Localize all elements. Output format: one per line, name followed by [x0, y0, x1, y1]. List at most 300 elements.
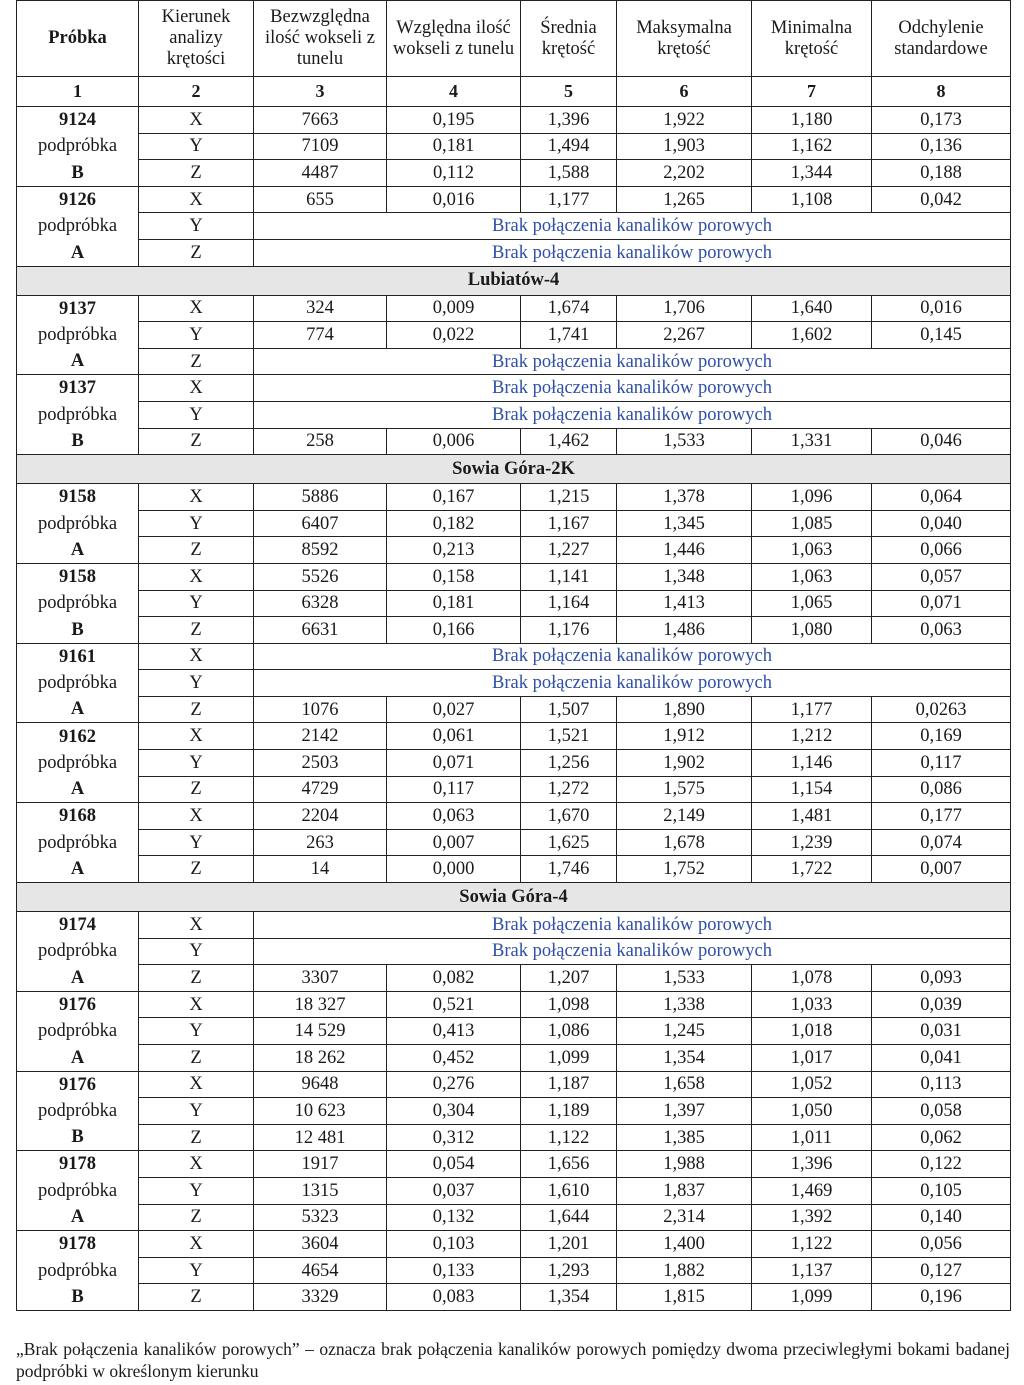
std-dev-cell: 0,039 [872, 991, 1011, 1018]
abs-voxels-cell: 258 [254, 428, 387, 455]
std-dev-cell: 0,145 [872, 322, 1011, 349]
std-dev-cell: 0,040 [872, 510, 1011, 537]
abs-voxels-cell: 4654 [254, 1257, 387, 1284]
column-number: 3 [254, 77, 387, 107]
mean-tortuosity-cell: 1,494 [521, 133, 617, 160]
direction-cell: Z [139, 348, 254, 375]
max-tortuosity-cell: 1,400 [617, 1231, 752, 1258]
min-tortuosity-cell: 1,344 [752, 160, 872, 187]
header-direction: Kierunek analizy krętości [139, 1, 254, 77]
direction-cell: Z [139, 1124, 254, 1151]
max-tortuosity-cell: 1,837 [617, 1177, 752, 1204]
sample-id: 9126 [17, 186, 139, 213]
table-row [17, 991, 1011, 1018]
std-dev-cell: 0,058 [872, 1098, 1011, 1125]
direction-cell: X [139, 186, 254, 213]
table-row [17, 856, 1011, 883]
subsample-letter: B [17, 1124, 139, 1151]
header-abs-voxels: Bezwzględna ilość wokseli z tunelu [254, 1, 387, 77]
std-dev-cell: 0,086 [872, 776, 1011, 803]
direction-cell: X [139, 295, 254, 322]
min-tortuosity-cell: 1,162 [752, 133, 872, 160]
table-row [17, 1257, 1011, 1284]
abs-voxels-cell: 6407 [254, 510, 387, 537]
mean-tortuosity-cell: 1,588 [521, 160, 617, 187]
mean-tortuosity-cell: 1,354 [521, 1284, 617, 1311]
min-tortuosity-cell: 1,085 [752, 510, 872, 537]
std-dev-cell: 0,136 [872, 133, 1011, 160]
rel-voxels-cell: 0,082 [387, 965, 521, 992]
max-tortuosity-cell: 1,678 [617, 829, 752, 856]
max-tortuosity-cell: 1,385 [617, 1124, 752, 1151]
table-row [17, 1124, 1011, 1151]
rel-voxels-cell: 0,167 [387, 484, 521, 511]
rel-voxels-cell: 0,452 [387, 1045, 521, 1072]
abs-voxels-cell: 5323 [254, 1204, 387, 1231]
std-dev-cell: 0,041 [872, 1045, 1011, 1072]
table-row [17, 696, 1011, 723]
table-row [17, 723, 1011, 750]
direction-cell: Z [139, 239, 254, 266]
table-row [17, 617, 1011, 644]
max-tortuosity-cell: 1,658 [617, 1071, 752, 1098]
rel-voxels-cell: 0,037 [387, 1177, 521, 1204]
max-tortuosity-cell: 2,267 [617, 322, 752, 349]
abs-voxels-cell: 3604 [254, 1231, 387, 1258]
rel-voxels-cell: 0,213 [387, 537, 521, 564]
abs-voxels-cell: 4729 [254, 776, 387, 803]
no-connection-note: Brak połączenia kanalików porowych [254, 348, 1011, 375]
table-row [17, 322, 1011, 349]
section-header-row [17, 883, 1011, 912]
min-tortuosity-cell: 1,050 [752, 1098, 872, 1125]
subsample-letter: A [17, 856, 139, 883]
min-tortuosity-cell: 1,096 [752, 484, 872, 511]
rel-voxels-cell: 0,158 [387, 563, 521, 590]
rel-voxels-cell: 0,117 [387, 776, 521, 803]
rel-voxels-cell: 0,000 [387, 856, 521, 883]
std-dev-cell: 0,173 [872, 107, 1011, 134]
table-row [17, 348, 1011, 375]
table-row [17, 803, 1011, 830]
mean-tortuosity-cell: 1,227 [521, 537, 617, 564]
abs-voxels-cell: 2142 [254, 723, 387, 750]
footnote: „Brak połączenia kanalików porowych” – oznacza brak połączenia kanalików porowych pomiędzy dwoma przeciwległymi bokami badanej podpróbki w określonym kierunku [16, 1339, 1010, 1381]
subsample-label: podpróbka [17, 133, 139, 160]
table-row [17, 107, 1011, 134]
section-header-row [17, 266, 1011, 295]
std-dev-cell: 0,016 [872, 295, 1011, 322]
max-tortuosity-cell: 2,149 [617, 803, 752, 830]
max-tortuosity-cell: 1,912 [617, 723, 752, 750]
table-row [17, 1151, 1011, 1178]
no-connection-note: Brak połączenia kanalików porowych [254, 239, 1011, 266]
table-row [17, 186, 1011, 213]
direction-cell: Y [139, 750, 254, 777]
table-row [17, 484, 1011, 511]
std-dev-cell: 0,117 [872, 750, 1011, 777]
table-row [17, 428, 1011, 455]
abs-voxels-cell: 18 262 [254, 1045, 387, 1072]
column-number: 1 [17, 77, 139, 107]
rel-voxels-cell: 0,181 [387, 590, 521, 617]
std-dev-cell: 0,122 [872, 1151, 1011, 1178]
min-tortuosity-cell: 1,065 [752, 590, 872, 617]
std-dev-cell: 0,196 [872, 1284, 1011, 1311]
mean-tortuosity-cell: 1,507 [521, 696, 617, 723]
max-tortuosity-cell: 1,397 [617, 1098, 752, 1125]
mean-tortuosity-cell: 1,256 [521, 750, 617, 777]
min-tortuosity-cell: 1,602 [752, 322, 872, 349]
mean-tortuosity-cell: 1,122 [521, 1124, 617, 1151]
mean-tortuosity-cell: 1,462 [521, 428, 617, 455]
mean-tortuosity-cell: 1,215 [521, 484, 617, 511]
table-row [17, 590, 1011, 617]
column-number-row [17, 77, 1011, 107]
min-tortuosity-cell: 1,099 [752, 1284, 872, 1311]
header-row [17, 1, 1011, 77]
min-tortuosity-cell: 1,063 [752, 563, 872, 590]
min-tortuosity-cell: 1,722 [752, 856, 872, 883]
section-title: Sowia Góra-2K [17, 455, 1011, 484]
std-dev-cell: 0,127 [872, 1257, 1011, 1284]
direction-cell: X [139, 1071, 254, 1098]
column-number: 8 [872, 77, 1011, 107]
subsample-label: podpróbka [17, 590, 139, 617]
abs-voxels-cell: 655 [254, 186, 387, 213]
direction-cell: Z [139, 428, 254, 455]
rel-voxels-cell: 0,083 [387, 1284, 521, 1311]
std-dev-cell: 0,007 [872, 856, 1011, 883]
header-max: Maksymalna krętość [617, 1, 752, 77]
table-row [17, 1284, 1011, 1311]
subsample-letter: A [17, 537, 139, 564]
direction-cell: Z [139, 776, 254, 803]
min-tortuosity-cell: 1,331 [752, 428, 872, 455]
std-dev-cell: 0,188 [872, 160, 1011, 187]
direction-cell: X [139, 991, 254, 1018]
table-row [17, 912, 1011, 939]
max-tortuosity-cell: 1,890 [617, 696, 752, 723]
direction-cell: Y [139, 322, 254, 349]
min-tortuosity-cell: 1,396 [752, 1151, 872, 1178]
abs-voxels-cell: 324 [254, 295, 387, 322]
mean-tortuosity-cell: 1,396 [521, 107, 617, 134]
table-row [17, 1098, 1011, 1125]
table-row [17, 829, 1011, 856]
sample-id: 9158 [17, 484, 139, 511]
subsample-label: podpróbka [17, 670, 139, 697]
rel-voxels-cell: 0,027 [387, 696, 521, 723]
header-sample: Próbka [17, 1, 139, 77]
max-tortuosity-cell: 1,752 [617, 856, 752, 883]
direction-cell: Y [139, 1177, 254, 1204]
mean-tortuosity-cell: 1,670 [521, 803, 617, 830]
abs-voxels-cell: 2204 [254, 803, 387, 830]
max-tortuosity-cell: 1,338 [617, 991, 752, 1018]
table-row [17, 375, 1011, 402]
abs-voxels-cell: 3307 [254, 965, 387, 992]
abs-voxels-cell: 1917 [254, 1151, 387, 1178]
subsample-label: podpróbka [17, 938, 139, 965]
header-mean: Średnia krętość [521, 1, 617, 77]
direction-cell: Y [139, 133, 254, 160]
mean-tortuosity-cell: 1,141 [521, 563, 617, 590]
subsample-label: podpróbka [17, 829, 139, 856]
direction-cell: Y [139, 670, 254, 697]
max-tortuosity-cell: 2,314 [617, 1204, 752, 1231]
table-row [17, 938, 1011, 965]
mean-tortuosity-cell: 1,176 [521, 617, 617, 644]
min-tortuosity-cell: 1,137 [752, 1257, 872, 1284]
abs-voxels-cell: 2503 [254, 750, 387, 777]
mean-tortuosity-cell: 1,610 [521, 1177, 617, 1204]
sample-id: 9137 [17, 295, 139, 322]
sample-id: 9137 [17, 375, 139, 402]
direction-cell: Y [139, 1018, 254, 1045]
abs-voxels-cell: 6631 [254, 617, 387, 644]
subsample-label: podpróbka [17, 1098, 139, 1125]
abs-voxels-cell: 12 481 [254, 1124, 387, 1151]
rel-voxels-cell: 0,181 [387, 133, 521, 160]
table-row [17, 563, 1011, 590]
mean-tortuosity-cell: 1,177 [521, 186, 617, 213]
max-tortuosity-cell: 1,922 [617, 107, 752, 134]
header-rel-voxels: Względna ilość wokseli z tunelu [387, 1, 521, 77]
max-tortuosity-cell: 1,902 [617, 750, 752, 777]
max-tortuosity-cell: 1,486 [617, 617, 752, 644]
std-dev-cell: 0,071 [872, 590, 1011, 617]
abs-voxels-cell: 5886 [254, 484, 387, 511]
subsample-label: podpróbka [17, 1177, 139, 1204]
sample-id: 9168 [17, 803, 139, 830]
rel-voxels-cell: 0,071 [387, 750, 521, 777]
min-tortuosity-cell: 1,018 [752, 1018, 872, 1045]
header-min: Minimalna krętość [752, 1, 872, 77]
sample-id: 9176 [17, 1071, 139, 1098]
direction-cell: Z [139, 965, 254, 992]
rel-voxels-cell: 0,103 [387, 1231, 521, 1258]
abs-voxels-cell: 263 [254, 829, 387, 856]
table-row [17, 670, 1011, 697]
abs-voxels-cell: 1076 [254, 696, 387, 723]
subsample-letter: A [17, 696, 139, 723]
direction-cell: Y [139, 590, 254, 617]
table-row [17, 160, 1011, 187]
table-row [17, 239, 1011, 266]
subsample-letter: B [17, 160, 139, 187]
no-connection-note: Brak połączenia kanalików porowych [254, 670, 1011, 697]
std-dev-cell: 0,066 [872, 537, 1011, 564]
mean-tortuosity-cell: 1,746 [521, 856, 617, 883]
max-tortuosity-cell: 1,413 [617, 590, 752, 617]
mean-tortuosity-cell: 1,201 [521, 1231, 617, 1258]
subsample-letter: A [17, 776, 139, 803]
no-connection-note: Brak połączenia kanalików porowych [254, 643, 1011, 670]
max-tortuosity-cell: 1,903 [617, 133, 752, 160]
column-number: 4 [387, 77, 521, 107]
direction-cell: X [139, 912, 254, 939]
subsample-letter: A [17, 239, 139, 266]
min-tortuosity-cell: 1,640 [752, 295, 872, 322]
rel-voxels-cell: 0,054 [387, 1151, 521, 1178]
mean-tortuosity-cell: 1,098 [521, 991, 617, 1018]
direction-cell: X [139, 107, 254, 134]
subsample-letter: A [17, 1204, 139, 1231]
max-tortuosity-cell: 1,533 [617, 965, 752, 992]
direction-cell: Z [139, 160, 254, 187]
min-tortuosity-cell: 1,481 [752, 803, 872, 830]
table-row [17, 213, 1011, 240]
table-row [17, 1177, 1011, 1204]
direction-cell: X [139, 1151, 254, 1178]
min-tortuosity-cell: 1,212 [752, 723, 872, 750]
max-tortuosity-cell: 1,882 [617, 1257, 752, 1284]
table-row [17, 401, 1011, 428]
no-connection-note: Brak połączenia kanalików porowych [254, 213, 1011, 240]
abs-voxels-cell: 7109 [254, 133, 387, 160]
subsample-letter: A [17, 348, 139, 375]
std-dev-cell: 0,113 [872, 1071, 1011, 1098]
rel-voxels-cell: 0,304 [387, 1098, 521, 1125]
direction-cell: Y [139, 401, 254, 428]
table-row [17, 1018, 1011, 1045]
mean-tortuosity-cell: 1,656 [521, 1151, 617, 1178]
std-dev-cell: 0,169 [872, 723, 1011, 750]
std-dev-cell: 0,105 [872, 1177, 1011, 1204]
max-tortuosity-cell: 1,354 [617, 1045, 752, 1072]
rel-voxels-cell: 0,022 [387, 322, 521, 349]
min-tortuosity-cell: 1,080 [752, 617, 872, 644]
max-tortuosity-cell: 1,265 [617, 186, 752, 213]
direction-cell: Y [139, 1098, 254, 1125]
min-tortuosity-cell: 1,177 [752, 696, 872, 723]
max-tortuosity-cell: 1,446 [617, 537, 752, 564]
section-title: Lubiatów-4 [17, 266, 1011, 295]
max-tortuosity-cell: 1,533 [617, 428, 752, 455]
max-tortuosity-cell: 1,378 [617, 484, 752, 511]
direction-cell: Z [139, 1204, 254, 1231]
sample-id: 9162 [17, 723, 139, 750]
abs-voxels-cell: 774 [254, 322, 387, 349]
no-connection-note: Brak połączenia kanalików porowych [254, 912, 1011, 939]
rel-voxels-cell: 0,312 [387, 1124, 521, 1151]
sample-id: 9158 [17, 563, 139, 590]
std-dev-cell: 0,064 [872, 484, 1011, 511]
min-tortuosity-cell: 1,011 [752, 1124, 872, 1151]
column-number: 2 [139, 77, 254, 107]
direction-cell: X [139, 723, 254, 750]
min-tortuosity-cell: 1,122 [752, 1231, 872, 1258]
table-row [17, 1231, 1011, 1258]
abs-voxels-cell: 1315 [254, 1177, 387, 1204]
rel-voxels-cell: 0,007 [387, 829, 521, 856]
direction-cell: Y [139, 510, 254, 537]
sample-id: 9178 [17, 1231, 139, 1258]
mean-tortuosity-cell: 1,521 [521, 723, 617, 750]
no-connection-note: Brak połączenia kanalików porowych [254, 375, 1011, 402]
std-dev-cell: 0,140 [872, 1204, 1011, 1231]
subsample-label: podpróbka [17, 213, 139, 240]
abs-voxels-cell: 4487 [254, 160, 387, 187]
rel-voxels-cell: 0,006 [387, 428, 521, 455]
max-tortuosity-cell: 1,815 [617, 1284, 752, 1311]
table-row [17, 965, 1011, 992]
subsample-letter: B [17, 428, 139, 455]
std-dev-cell: 0,042 [872, 186, 1011, 213]
direction-cell: Y [139, 829, 254, 856]
rel-voxels-cell: 0,276 [387, 1071, 521, 1098]
column-number: 6 [617, 77, 752, 107]
abs-voxels-cell: 5526 [254, 563, 387, 590]
section-header-row [17, 455, 1011, 484]
mean-tortuosity-cell: 1,625 [521, 829, 617, 856]
mean-tortuosity-cell: 1,187 [521, 1071, 617, 1098]
min-tortuosity-cell: 1,146 [752, 750, 872, 777]
std-dev-cell: 0,057 [872, 563, 1011, 590]
direction-cell: X [139, 484, 254, 511]
direction-cell: Y [139, 213, 254, 240]
subsample-label: podpróbka [17, 750, 139, 777]
table-row [17, 1071, 1011, 1098]
rel-voxels-cell: 0,061 [387, 723, 521, 750]
min-tortuosity-cell: 1,078 [752, 965, 872, 992]
rel-voxels-cell: 0,195 [387, 107, 521, 134]
subsample-label: podpróbka [17, 510, 139, 537]
sample-id: 9174 [17, 912, 139, 939]
direction-cell: X [139, 643, 254, 670]
abs-voxels-cell: 3329 [254, 1284, 387, 1311]
std-dev-cell: 0,031 [872, 1018, 1011, 1045]
subsample-letter: B [17, 617, 139, 644]
sample-id: 9176 [17, 991, 139, 1018]
mean-tortuosity-cell: 1,293 [521, 1257, 617, 1284]
table-row [17, 295, 1011, 322]
std-dev-cell: 0,074 [872, 829, 1011, 856]
max-tortuosity-cell: 2,202 [617, 160, 752, 187]
abs-voxels-cell: 6328 [254, 590, 387, 617]
min-tortuosity-cell: 1,469 [752, 1177, 872, 1204]
min-tortuosity-cell: 1,052 [752, 1071, 872, 1098]
header-std: Odchylenie standardowe [872, 1, 1011, 77]
rel-voxels-cell: 0,166 [387, 617, 521, 644]
abs-voxels-cell: 14 529 [254, 1018, 387, 1045]
mean-tortuosity-cell: 1,167 [521, 510, 617, 537]
abs-voxels-cell: 10 623 [254, 1098, 387, 1125]
table-row [17, 776, 1011, 803]
std-dev-cell: 0,046 [872, 428, 1011, 455]
mean-tortuosity-cell: 1,272 [521, 776, 617, 803]
mean-tortuosity-cell: 1,674 [521, 295, 617, 322]
direction-cell: X [139, 1231, 254, 1258]
table-row [17, 510, 1011, 537]
abs-voxels-cell: 14 [254, 856, 387, 883]
subsample-letter: A [17, 965, 139, 992]
std-dev-cell: 0,062 [872, 1124, 1011, 1151]
no-connection-note: Brak połączenia kanalików porowych [254, 938, 1011, 965]
table-row [17, 750, 1011, 777]
mean-tortuosity-cell: 1,086 [521, 1018, 617, 1045]
table-row [17, 1204, 1011, 1231]
min-tortuosity-cell: 1,392 [752, 1204, 872, 1231]
abs-voxels-cell: 9648 [254, 1071, 387, 1098]
direction-cell: Z [139, 1045, 254, 1072]
column-number: 7 [752, 77, 872, 107]
max-tortuosity-cell: 1,345 [617, 510, 752, 537]
direction-cell: Z [139, 856, 254, 883]
mean-tortuosity-cell: 1,099 [521, 1045, 617, 1072]
direction-cell: Y [139, 1257, 254, 1284]
